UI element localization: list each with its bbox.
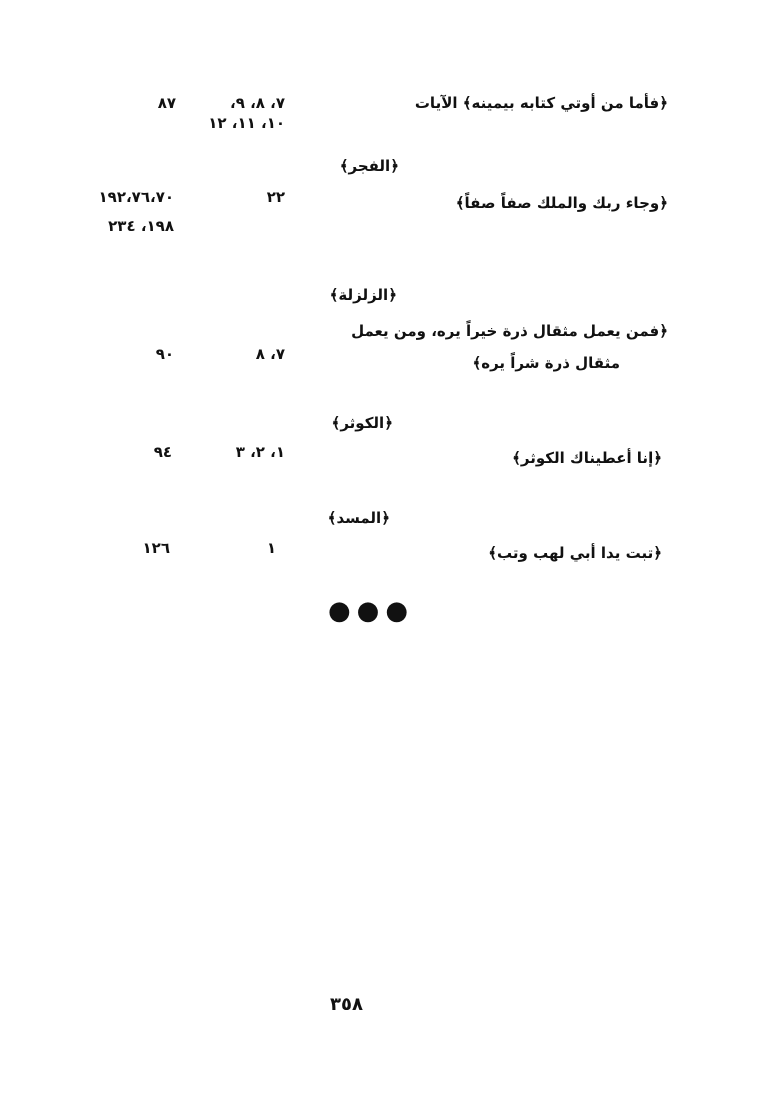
verse-text-continued: مثقال ذرة شراً يره﴾ xyxy=(472,354,620,372)
ayah-numbers: ٢٢ xyxy=(266,188,285,206)
surah-heading-fajr: ﴿الفجر﴾ xyxy=(339,157,399,175)
surah-heading-masad: ﴿المسد﴾ xyxy=(327,509,390,527)
verse-text: ﴿فمن يعمل مثقال ذرة خيراً يره، ومن يعمل xyxy=(351,322,668,340)
page-number: ٣٥٨ xyxy=(330,994,363,1015)
surah-heading-zalzalah: ﴿الزلزلة﴾ xyxy=(329,286,397,304)
page-reference: ١٩٢،٧٦،٧٠ xyxy=(98,188,174,206)
page-reference-continued: ١٩٨، ٢٣٤ xyxy=(108,217,174,235)
page-reference: ٩٤ xyxy=(153,443,172,461)
ayah-numbers: ٧، ٨، ٩، xyxy=(229,94,285,112)
verse-text: ﴿وجاء ربك والملك صفاً صفاً﴾ xyxy=(455,194,668,212)
ayah-numbers-continued: ١٠، ١١، ١٢ xyxy=(208,114,285,132)
ayah-numbers: ١ xyxy=(266,539,276,557)
ayah-numbers: ٧، ٨ xyxy=(255,345,285,363)
section-separator: ●●● xyxy=(328,596,415,626)
ayah-numbers: ١، ٢، ٣ xyxy=(235,443,285,461)
verse-text: ﴿إنا أعطيناك الكوثر﴾ xyxy=(512,449,662,467)
surah-heading-kawthar: ﴿الكوثر﴾ xyxy=(331,414,393,432)
page-reference: ٨٧ xyxy=(157,94,176,112)
page-reference: ١٢٦ xyxy=(142,539,170,557)
page-reference: ٩٠ xyxy=(155,345,174,363)
verse-text: ﴿تبت يدا أبي لهب وتب﴾ xyxy=(488,544,662,562)
verse-text: ﴿فأما من أوتي كتابه بيمينه﴾ الآيات xyxy=(414,94,668,112)
